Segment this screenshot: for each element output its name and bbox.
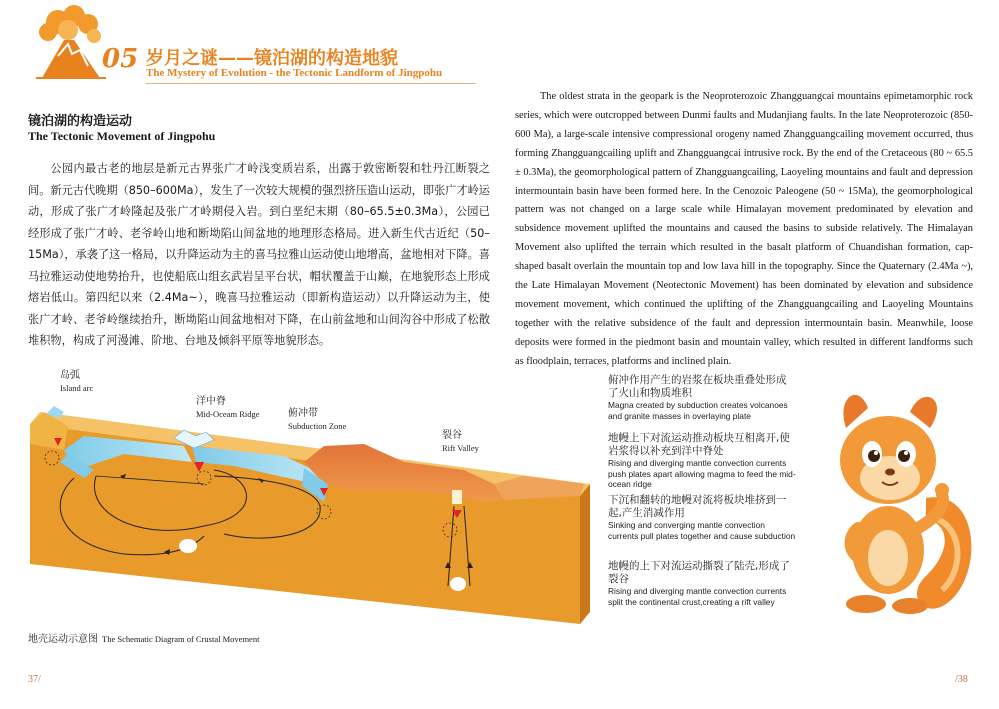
header-divider (146, 83, 476, 84)
subduction-en: Subduction Zone (288, 421, 347, 431)
legend-3-en: Sinking and converging mantle convection currents pull plates together and cause subduction (608, 520, 796, 541)
section-title-cn: 镜泊湖的构造运动 (28, 114, 133, 129)
squirrel-mascot-icon (806, 378, 978, 624)
label-rift-valley (442, 430, 479, 454)
legend-4-en: Rising and diverging mantle convection currents split the continental crust,creating a rift valley (608, 586, 787, 607)
chapter-title-cn: 岁月之谜——镜泊湖的构造地貌 (146, 48, 398, 69)
diagram-caption (28, 630, 259, 645)
crustal-movement-diagram (24, 366, 604, 628)
section-title-en: The Tectonic Movement of Jingpohu (28, 129, 216, 143)
legend-item (608, 432, 796, 490)
caption-cn: 地壳运动示意图 (28, 634, 98, 645)
diagram-illustration (24, 366, 604, 628)
volcano-logo-icon (28, 4, 112, 80)
caption-en: The Schematic Diagram of Crustal Movement (102, 634, 260, 644)
legend-1-cn: 俯冲作用产生的岩浆在板块重叠处形成了火山和物质堆积 (608, 374, 787, 399)
legend-2-en: Rising and diverging mantle convection currents push plates apart allowing magma to feed the mid-ocean ridge (608, 458, 796, 489)
island-arc-cn: 岛弧 (60, 370, 80, 381)
legend-3-cn: 下沉和翻转的地幔对流将板块堆挤到一起,产生消减作用 (608, 494, 787, 519)
legend-2-cn: 地幔上下对流运动推动板块互相离开,使岩浆得以补充到洋中脊处 (608, 432, 790, 457)
legend-4-cn: 地幔的上下对流运动撕裂了陆壳,形成了裂谷 (608, 560, 790, 585)
ridge-cn: 洋中脊 (196, 396, 226, 407)
legend-item (608, 494, 796, 541)
chapter-number: 05 (102, 44, 139, 74)
page-number-left: 37/ (28, 674, 41, 685)
legend-1-en: Magna created by subduction creates volcanoes and granite masses in overlaying plate (608, 400, 788, 421)
legend-item (608, 374, 796, 421)
legend-item (608, 560, 796, 607)
label-mid-ocean-ridge (196, 396, 260, 420)
body-text-en: The oldest strata in the geopark is the Neoproterozoic Zhangguangcai mountains epimetamorphic rock series, which were outcropped between Dunmi faults and Mudanjiang faults. In the late Neoproterozoic (850-600 Ma), a large-scale intensive compressional orogeny named Zhangguangcailing movement occurred, thus forming Zhangguangcailing uplift and Zhangguangcai intrusive rock. By the end of the Cretaceous (80 ~ 65.5 ± 0.3Ma), the geomorphological pattern of Zhangguangcailing, Laoyeling mountains and fault and depression intermountain basin have been formed here. In the Cenozoic Paleogene (50 ~ 15Ma), the geomorphological pattern was not changed on a large scale while Himalayan movement predominated by elevation and subsidence movement uplifted the mountains and caused the basins to subside relatively. The Himalayan Movement also uplifted the terrain which resulted in the basalt platform of Chuandishan formation, cap-shaped basalt overlain the mountain top and low lava hill in the topography. Since the Quaternary (2.4Ma ~), the Late Himalayan Movement (Neotectonic Movement) has been dominated by elevation and subsidence movement movement, which continued the uplifting of the Zhangguangcailing and Laoyeling Mountains together with the relative subsidence of the fault and depression intermountain basin. Meanwhile, loose deposits were formed in the piedmont basin and mountain valley, which resulted in different landforms such as floodplain, terraces, platforms and inclined plain. (515, 91, 973, 367)
rift-en: Rift Valley (442, 443, 479, 453)
rift-cn: 裂谷 (442, 430, 462, 441)
subduction-cn: 俯冲带 (288, 408, 318, 419)
body-text-cn: 公园内最古老的地层是新元古界张广才岭浅变质岩系，出露于敦密断裂和牡丹江断裂之间。新元古代晚期（850–600Ma），发生了一次较大规模的强烈挤压造山运动，即张广才岭运动，形成了张广才岭隆起及张广才岭期侵入岩。到白垩纪末期（80–65.5±0.3Ma），公园已经形成了张广才岭、老爷岭山地和断坳陷山间盆地的地理形态格局。进入新生代古近纪（50–15Ma），承袭了这一格局，以升降运动为主的喜马拉雅山运动使山地增高，盆地相对下降。喜马拉雅运动使地势抬升，也使船底山组玄武岩呈平台状，帽状覆盖于山巅，在地貌形态上形成熔岩低山。第四纪以来（2.4Ma~），晚喜马拉雅运动（即新构造运动）以升降运动为主，使张广才岭、老爷岭继续抬升，断坳陷山间盆地相对下降，在山前盆地和山间沟谷中形成了松散堆积物，构成了河漫滩、阶地、台地及倾斜平原等地貌形态。 (28, 162, 490, 347)
label-island-arc (60, 370, 93, 394)
label-subduction-zone (288, 408, 346, 432)
page-number-right: /38 (955, 674, 968, 685)
island-arc-en: Island arc (60, 383, 94, 393)
chapter-title-en: The Mystery of Evolution - the Tectonic Landform of Jingpohu (146, 67, 443, 79)
ridge-en: Mid-Oceam Ridge (196, 409, 260, 419)
